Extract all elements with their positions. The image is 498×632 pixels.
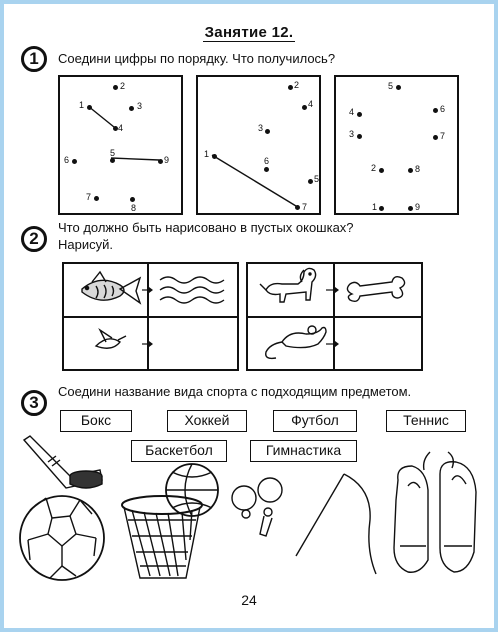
page-number: 24: [241, 592, 257, 608]
task1-number: 1: [21, 46, 47, 72]
dot-label: 7: [440, 131, 446, 141]
dot-label: 8: [131, 203, 137, 213]
dot-label: 7: [302, 202, 308, 212]
sport-label-basketball[interactable]: Баскетбол: [131, 440, 227, 462]
sport-label-boxing[interactable]: Бокс: [60, 410, 132, 432]
dot-label: 4: [349, 107, 355, 117]
connect-line: [111, 158, 159, 160]
dot-label: 5: [110, 148, 116, 158]
task3-number: 3: [21, 390, 47, 416]
connect-line: [212, 155, 296, 206]
tennis-paddles-icon: [232, 478, 282, 536]
task2-number: 2: [21, 226, 47, 252]
fish-icon: [82, 272, 140, 303]
task1-text: Соедини цифры по порядку. Что получилось?: [58, 51, 336, 66]
task2-line2: Нарисуй.: [58, 237, 113, 252]
dot-label: 3: [137, 101, 143, 111]
basketball-icon: [166, 464, 218, 516]
mouse-icon: [266, 326, 326, 358]
task2-line1: Что должно быть нарисовано в пустых окошках?: [58, 220, 354, 235]
dot-label: 5: [388, 81, 394, 91]
bone-icon: [347, 277, 404, 302]
dot-label: 2: [120, 81, 126, 91]
boxing-gloves-icon: [394, 452, 476, 572]
connect-line: [88, 106, 114, 127]
waves-icon: [160, 277, 224, 303]
lesson-title: Занятие 12.: [204, 24, 294, 41]
sport-label-football[interactable]: Футбол: [273, 410, 357, 432]
dot-label: 4: [118, 123, 124, 133]
sport-label-hockey[interactable]: Хоккей: [167, 410, 247, 432]
gymnastics-ribbon-icon: [296, 474, 376, 574]
dot-label: 5: [314, 174, 320, 184]
dot-label: 1: [372, 202, 378, 212]
dot-label: 7: [86, 192, 92, 202]
dot-label: 4: [308, 99, 314, 109]
picture-grid-right: [247, 263, 422, 370]
dot-label: 3: [349, 129, 355, 139]
picture-grid-left: [63, 263, 238, 370]
football-ball-icon: [20, 496, 104, 580]
dot-label: 6: [64, 155, 70, 165]
dot-label: 2: [294, 80, 300, 90]
dog-icon: [260, 268, 316, 302]
bird-icon: [96, 330, 126, 348]
dot-label: 1: [79, 100, 85, 110]
sport-label-gymnastics[interactable]: Гимнастика: [250, 440, 357, 462]
dot-label: 6: [264, 156, 270, 166]
dot-label: 3: [258, 123, 264, 133]
dot-label: 6: [440, 104, 446, 114]
task3-text: Соедини название вида спорта с подходящим предметом.: [58, 384, 412, 399]
dot-label: 2: [371, 163, 377, 173]
basketball-hoop-icon: [122, 496, 202, 578]
dot-label: 8: [415, 164, 421, 174]
dot-label: 9: [415, 202, 421, 212]
dot-label: 9: [164, 155, 170, 165]
sport-label-tennis[interactable]: Теннис: [386, 410, 466, 432]
hockey-stick-icon: [24, 436, 102, 488]
dot-label: 1: [204, 149, 210, 159]
